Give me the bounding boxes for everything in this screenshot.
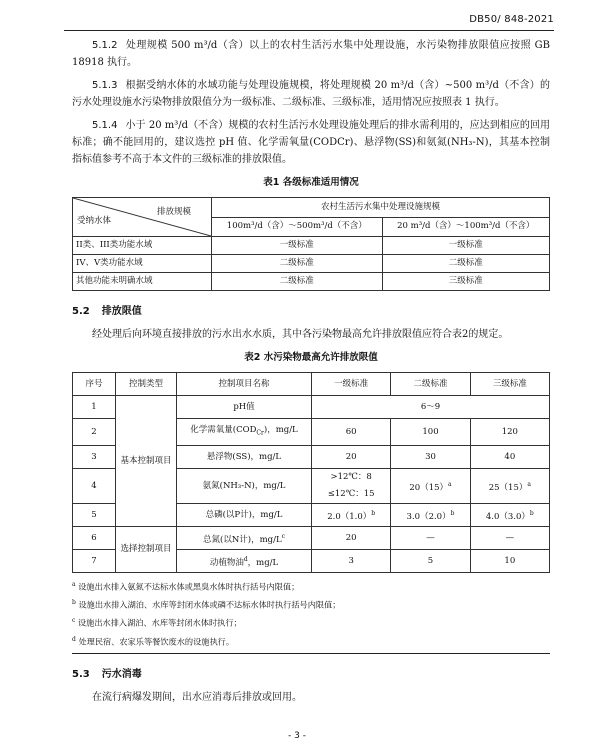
header-grade2: 二级标准 [391, 373, 470, 396]
row-no: 3 [73, 446, 116, 469]
row-no: 7 [73, 550, 116, 573]
grade3-cell: 10 [470, 550, 549, 573]
header-type: 控制类型 [116, 373, 177, 396]
value: 2.0（1.0） [327, 511, 372, 522]
header-grade3: 三级标准 [470, 373, 549, 396]
ph-range-cell: 6～9 [312, 396, 550, 419]
water-body-cell: IV、V类功能水域 [73, 255, 212, 273]
ammonia-cold-value: ≤12℃：15 [327, 489, 375, 499]
note-ref: b [529, 509, 534, 517]
note-ref: a [527, 480, 531, 488]
grade3-cell [470, 469, 549, 504]
type-basic-cell: 基本控制项目 [116, 396, 177, 527]
table2-notes [72, 577, 550, 654]
section-number: 5.2 [72, 306, 90, 317]
table1-group-header: 农村生活污水集中处理设施规模 [212, 198, 550, 218]
value: 总氮(以N计)，mg/L [203, 534, 282, 545]
header-grade1: 一级标准 [312, 373, 391, 396]
grade2-cell [391, 469, 470, 504]
water-body-cell: 其他功能未明确水域 [73, 273, 212, 291]
corner-top-label: 排放规模 [156, 207, 191, 217]
notes-rule [72, 653, 550, 654]
clause-number: 5.1.2 [92, 40, 118, 51]
item-cell [177, 527, 312, 550]
item-cell: 悬浮物(SS)，mg/L [177, 446, 312, 469]
note-ref: a [448, 480, 452, 488]
section-number: 5.3 [72, 668, 90, 680]
clause-5-1-3 [72, 77, 550, 111]
table1-caption: 表1 各级标准适用情况 [263, 177, 359, 188]
value: 20（15） [409, 482, 449, 493]
clause-text: 根据受纳水体的水域功能与处理设施规模，将处理规模 20 m³/d（含）~500 m³/d（不含）的污水处理设施水污染物排放限值分为一级标准、二级标准、三级标准，适用情况应按照表 1 执行。 [72, 80, 550, 108]
grade3-cell: — [470, 527, 549, 550]
grade3-cell: 40 [470, 446, 549, 469]
section-5-2-heading [72, 303, 550, 320]
section-5-2-text: 经处理后向环境直接排放的污水出水水质，其中各污染物最高允许排放限值应符合表2的规定。 [92, 329, 509, 340]
grade2-cell: — [391, 527, 470, 550]
table1-col2-header: 20 m³/d（含）～100m³/d（不含） [382, 217, 549, 237]
grade1-cell: 20 [312, 527, 391, 550]
table-row [73, 527, 550, 550]
corner-bottom-label: 受纳水体 [77, 216, 112, 226]
note-text: 设施出水排入湖泊、水库等封闭水体或磷不达标水体时执行括号内限值； [78, 599, 341, 610]
standard-cell: 二级标准 [212, 255, 383, 273]
note-text: 设施出水排入湖泊、水库等封闭水体时执行； [77, 618, 242, 629]
item-cell: 总磷(以P计)，mg/L [177, 504, 312, 527]
row-no: 5 [73, 504, 116, 527]
document-body [72, 37, 550, 712]
grade3-cell [470, 504, 549, 527]
header-no: 序号 [73, 373, 116, 396]
header-rule [64, 30, 554, 31]
note-text: 处理民宿、农家乐等餐饮废水的设施执行。 [78, 636, 235, 647]
item-cell: 氨氮(NH₃-N)，mg/L [177, 469, 312, 504]
clause-5-1-2 [72, 37, 550, 71]
ammonia-warm-value: >12℃：8 [330, 472, 372, 482]
grade3-cell: 120 [470, 419, 549, 446]
item-cell: 动植物油$^d$，mg/L [177, 550, 312, 573]
clause-number: 5.1.3 [92, 80, 118, 91]
note-c: $^c$ 设施出水排入湖泊、水库等封闭水体时执行； [72, 617, 242, 629]
row-no: 2 [73, 419, 116, 446]
table2-caption: 表2 水污染物最高允许排放限值 [244, 352, 378, 363]
clause-5-1-4 [72, 117, 550, 168]
row-no: 1 [73, 396, 116, 419]
standard-cell: 一级标准 [382, 237, 549, 255]
note-ref: c [281, 532, 285, 540]
note-d: $^d$ 处理民宿、农家乐等餐饮废水的设施执行。 [72, 635, 235, 647]
type-optional-cell: 选择控制项目 [116, 527, 177, 573]
grade2-cell: 5 [391, 550, 470, 573]
table1-corner-cell [73, 198, 212, 237]
table1-col1-header: 100m³/d（含）～500m³/d（不含） [212, 217, 383, 237]
section-5-3-heading [72, 666, 550, 683]
value: 25（15） [488, 482, 528, 493]
document-code: DB50/ 848-2021 [469, 14, 554, 25]
note-text: 设施出水排入氨氮不达标水体或黑臭水体时执行括号内限值； [78, 581, 300, 592]
table1 [72, 197, 550, 291]
row-no: 4 [73, 469, 116, 504]
grade1-cell: 60 [312, 419, 391, 446]
clause-text: 小于 20 m³/d（不含）规模的农村生活污水处理设施处理后的排水需利用的，应达到相应的回用标准；确不能回用的，建议选控 pH 值、化学需氧量(CODCr)、悬浮物(SS)和氨氮(NH₃-N)，其基本控制指标值参考不高于本文件的三级标准的排放限值。 [72, 120, 550, 165]
item-cell: pH值 [177, 396, 312, 419]
table-row [73, 237, 550, 255]
note-b: $^b$ 设施出水排入湖泊、水库等封闭水体或磷不达标水体时执行括号内限值； [72, 599, 341, 610]
note-a: $^a$ 设施出水排入氨氮不达标水体或黑臭水体时执行括号内限值； [72, 581, 300, 592]
item-cell: 化学需氧量$(COD_{Cr})$，mg/L [177, 419, 312, 446]
grade1-cell: 20 [312, 446, 391, 469]
page-number: - 3 - [288, 731, 306, 741]
row-no: 6 [73, 527, 116, 550]
grade2-cell [391, 504, 470, 527]
note-ref: d [243, 555, 248, 563]
grade2-cell: 30 [391, 446, 470, 469]
standard-cell: 二级标准 [382, 255, 549, 273]
table-row [73, 396, 550, 419]
section-5-3-text: 在流行病爆发期间，出水应消毒后排放或回用。 [92, 691, 302, 703]
standard-cell: 二级标准 [212, 273, 383, 291]
standard-cell: 一级标准 [212, 237, 383, 255]
header-item: 控制项目名称 [177, 373, 312, 396]
grade2-cell: 100 [391, 419, 470, 446]
table-header-row [73, 373, 550, 396]
section-title: 污水消毒 [101, 668, 142, 680]
clause-number: 5.1.4 [92, 120, 118, 131]
water-body-cell: II类、III类功能水域 [73, 237, 212, 255]
clause-text: 处理规模 500 m³/d（含）以上的农村生活污水集中处理设施，水污染物排放限值应按照 GB 18918 执行。 [72, 40, 550, 68]
table2 [72, 372, 550, 573]
note-ref: b [371, 509, 376, 517]
note-ref: b [450, 509, 455, 517]
grade1-cell [312, 469, 391, 504]
table-row [73, 255, 550, 273]
value: 4.0（3.0） [485, 511, 530, 522]
grade1-cell: 3 [312, 550, 391, 573]
grade1-cell [312, 504, 391, 527]
value: 3.0（2.0） [406, 511, 451, 522]
standard-cell: 三级标准 [382, 273, 549, 291]
table-row [73, 273, 550, 291]
section-title: 排放限值 [101, 306, 142, 317]
